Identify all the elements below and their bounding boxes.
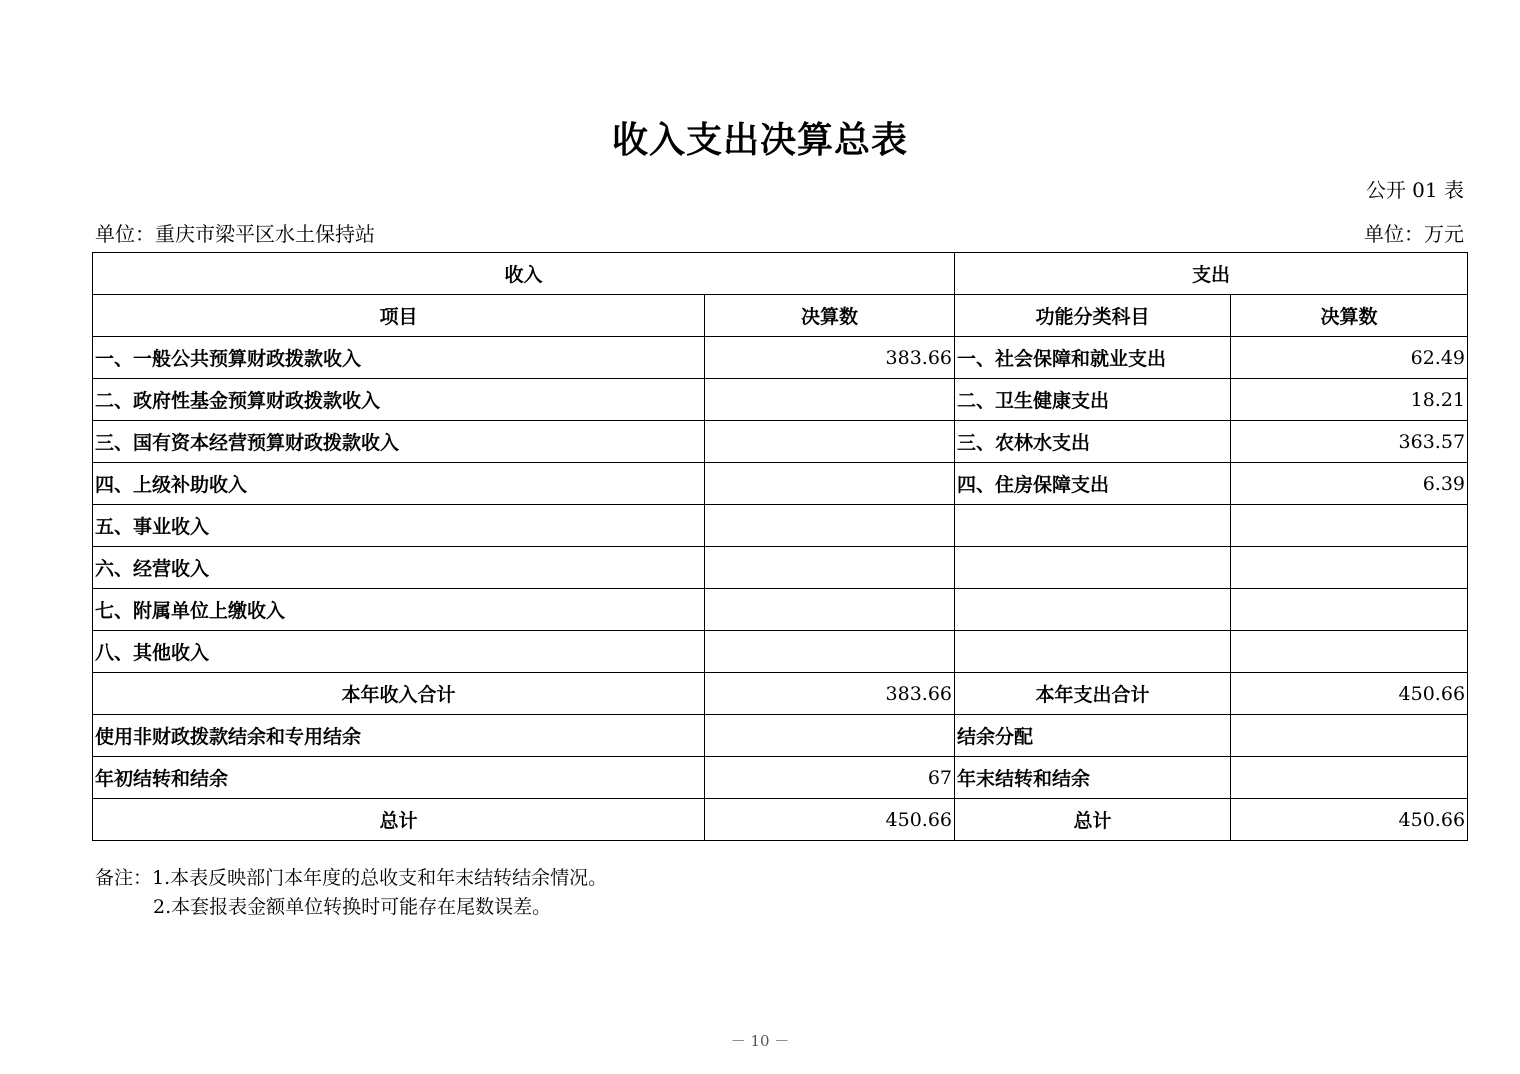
income-label: 二、政府性基金预算财政拨款收入 <box>93 379 705 421</box>
table-row <box>93 757 1468 799</box>
expense-label <box>955 547 1231 589</box>
expense-label: 年末结转和结余 <box>955 757 1231 799</box>
table-row <box>93 463 1468 505</box>
note-line-1: 备注：1.本表反映部门本年度的总收支和年末结转结余情况。 <box>95 867 608 889</box>
expense-value <box>1231 505 1468 547</box>
table-row <box>93 421 1468 463</box>
income-label: 四、上级补助收入 <box>93 463 705 505</box>
expense-value <box>1231 757 1468 799</box>
expense-label: 一、社会保障和就业支出 <box>955 337 1231 379</box>
income-value: 67 <box>705 757 955 799</box>
income-value <box>705 547 955 589</box>
expense-amount-column-header: 决算数 <box>1231 295 1468 337</box>
table-row <box>93 547 1468 589</box>
expense-total-label: 总计 <box>955 799 1231 841</box>
page-title: 收入支出决算总表 <box>611 119 908 161</box>
income-label: 三、国有资本经营预算财政拨款收入 <box>93 421 705 463</box>
expense-section-header: 支出 <box>955 253 1468 295</box>
table-row <box>93 631 1468 673</box>
notes <box>95 864 607 922</box>
expense-value <box>1231 631 1468 673</box>
income-label: 一、一般公共预算财政拨款收入 <box>93 337 705 379</box>
total-row <box>93 799 1468 841</box>
unit-organization: 单位：重庆市梁平区水土保持站 <box>95 222 375 246</box>
unit-currency: 单位：万元 <box>1364 222 1464 246</box>
expense-value <box>1231 589 1468 631</box>
income-label: 使用非财政拨款结余和专用结余 <box>93 715 705 757</box>
income-value <box>705 631 955 673</box>
table-row <box>93 505 1468 547</box>
expense-label <box>955 631 1231 673</box>
expense-label: 结余分配 <box>955 715 1231 757</box>
income-value <box>705 505 955 547</box>
expense-subtotal-label: 本年支出合计 <box>955 673 1231 715</box>
expense-value: 18.21 <box>1231 379 1468 421</box>
income-label: 年初结转和结余 <box>93 757 705 799</box>
table-row <box>93 337 1468 379</box>
table-row <box>93 379 1468 421</box>
expense-value: 62.49 <box>1231 337 1468 379</box>
section-header-row <box>93 253 1468 295</box>
item-column-header: 项目 <box>93 295 705 337</box>
income-expense-table <box>92 252 1468 841</box>
expense-label: 四、住房保障支出 <box>955 463 1231 505</box>
column-header-row <box>93 295 1468 337</box>
income-label: 八、其他收入 <box>93 631 705 673</box>
func-subject-column-header: 功能分类科目 <box>955 295 1231 337</box>
expense-value <box>1231 715 1468 757</box>
income-label: 六、经营收入 <box>93 547 705 589</box>
expense-label: 二、卫生健康支出 <box>955 379 1231 421</box>
expense-subtotal-value: 450.66 <box>1231 673 1468 715</box>
income-subtotal-value: 383.66 <box>705 673 955 715</box>
expense-value: 363.57 <box>1231 421 1468 463</box>
expense-total-value: 450.66 <box>1231 799 1468 841</box>
income-value: 383.66 <box>705 337 955 379</box>
income-label: 五、事业收入 <box>93 505 705 547</box>
income-total-value: 450.66 <box>705 799 955 841</box>
income-subtotal-label: 本年收入合计 <box>93 673 705 715</box>
expense-label <box>955 589 1231 631</box>
expense-label <box>955 505 1231 547</box>
form-code: 公开 01 表 <box>1365 178 1464 202</box>
income-value <box>705 421 955 463</box>
income-amount-column-header: 决算数 <box>705 295 955 337</box>
page-number: － 10 － <box>730 1032 790 1050</box>
income-value <box>705 463 955 505</box>
expense-label: 三、农林水支出 <box>955 421 1231 463</box>
table-row <box>93 589 1468 631</box>
expense-value: 6.39 <box>1231 463 1468 505</box>
table-row <box>93 715 1468 757</box>
note-line-2: 2.本套报表金额单位转换时可能存在尾数误差。 <box>153 896 552 918</box>
income-value <box>705 589 955 631</box>
income-label: 七、附属单位上缴收入 <box>93 589 705 631</box>
expense-value <box>1231 547 1468 589</box>
subtotal-row <box>93 673 1468 715</box>
income-value <box>705 379 955 421</box>
income-total-label: 总计 <box>93 799 705 841</box>
income-value <box>705 715 955 757</box>
income-section-header: 收入 <box>93 253 955 295</box>
